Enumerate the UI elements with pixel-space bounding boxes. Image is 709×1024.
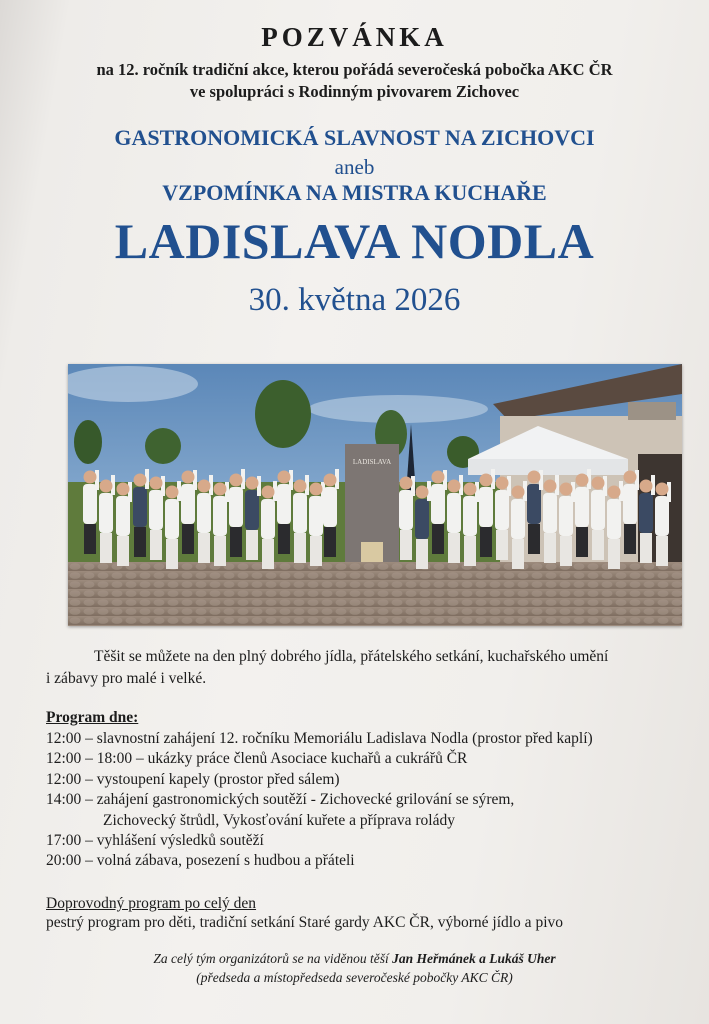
person-figure (246, 530, 258, 560)
person-figure (528, 471, 541, 484)
person-figure (495, 490, 509, 530)
intro-line2: i zábavy pro malé i velké. (46, 670, 207, 687)
person-figure (416, 486, 429, 499)
person-figure (623, 484, 637, 524)
person-figure (294, 480, 307, 493)
person-figure (230, 474, 243, 487)
person-figure (416, 539, 428, 569)
program-item: 12:00 – vystoupení kapely (prostor před sálem) (46, 770, 340, 788)
person-figure (640, 480, 653, 493)
person-figure (512, 539, 524, 569)
program-item: 12:00 – 18:00 – ukázky práce členů Asociace kuchařů a cukrářů ČR (46, 750, 468, 768)
person-figure (624, 524, 636, 554)
person-figure (624, 471, 637, 484)
person-figure (262, 539, 274, 569)
person-figure (134, 527, 146, 557)
person-figure (592, 477, 605, 490)
person-figure (278, 471, 291, 484)
person-figure (432, 524, 444, 554)
program-item: 17:00 – vyhlášení výsledků soutěží (46, 832, 264, 850)
person-figure (591, 490, 605, 530)
person-figure (544, 480, 557, 493)
person-figure (262, 486, 275, 499)
person-figure (656, 536, 668, 566)
person-figure (544, 533, 556, 563)
person-figure (165, 499, 179, 539)
person-figure (608, 486, 621, 499)
person-figure (324, 527, 336, 557)
person-figure (511, 499, 525, 539)
invitation-subtitle-line1: na 12. ročník tradiční akce, kterou pořádá severočeská pobočka AKC ČR (96, 60, 613, 79)
group-photo-illustration (68, 364, 682, 626)
person-figure (84, 471, 97, 484)
person-figure (480, 527, 492, 557)
person-figure (182, 471, 195, 484)
person-figure (310, 483, 323, 496)
person-figure (559, 496, 573, 536)
person-figure (133, 487, 147, 527)
signature-prefix: Za celý tým organizátorů se na viděnou těší (153, 951, 393, 966)
person-figure (117, 536, 129, 566)
signature-names: Jan Heřmánek a Lukáš Uher (392, 951, 556, 966)
person-figure (181, 484, 195, 524)
person-figure (84, 524, 96, 554)
event-title-line1: GASTRONOMICKÁ SLAVNOST NA ZICHOVCI (114, 125, 595, 150)
extra-program-heading: Doprovodný program po celý den (46, 895, 257, 912)
person-figure (150, 477, 163, 490)
person-figure (399, 490, 413, 530)
person-figure (213, 496, 227, 536)
person-figure (447, 493, 461, 533)
person-figure (639, 493, 653, 533)
person-figure (100, 480, 113, 493)
person-figure (277, 484, 291, 524)
person-figure (576, 527, 588, 557)
person-figure (431, 484, 445, 524)
person-figure (655, 496, 669, 536)
person-figure (166, 539, 178, 569)
person-figure (214, 536, 226, 566)
invitation-title: POZVÁNKA (261, 22, 448, 52)
person-figure (246, 477, 259, 490)
program-heading: Program dne: (46, 709, 139, 726)
person-figure (656, 483, 669, 496)
person-figure (294, 533, 306, 563)
person-figure (229, 487, 243, 527)
memorial-inscription: LADISLAVA (352, 458, 392, 466)
person-figure (560, 536, 572, 566)
person-figure (479, 487, 493, 527)
signature-roles: (předseda a místopředseda severočeské pobočky AKC ČR) (196, 970, 513, 985)
program-item-continuation: Zichovecký štrůdl, Vykosťování kuřete a příprava rolády (103, 811, 455, 829)
person-figure (415, 499, 429, 539)
person-figure (149, 490, 163, 530)
intro-text (46, 646, 676, 690)
person-figure (309, 496, 323, 536)
person-figure (496, 530, 508, 560)
person-figure (117, 483, 130, 496)
person-figure (182, 524, 194, 554)
program-list (46, 729, 686, 872)
person-figure (528, 524, 540, 554)
program-item: 20:00 – volná zábava, posezení s hudbou a přáteli (46, 852, 355, 870)
person-figure (261, 499, 275, 539)
person-figure (512, 486, 525, 499)
person-figure (576, 474, 589, 487)
person-figure (463, 496, 477, 536)
person-figure (198, 533, 210, 563)
person-figure (592, 530, 604, 560)
person-figure (230, 527, 242, 557)
person-figure (83, 484, 97, 524)
person-figure (323, 487, 337, 527)
person-figure (480, 474, 493, 487)
person-figure (310, 536, 322, 566)
program-item: 14:00 – zahájení gastronomických soutěží - Zichovecké grilování se sýrem, (46, 791, 515, 809)
person-figure (640, 533, 652, 563)
person-figure (293, 493, 307, 533)
person-figure (560, 483, 573, 496)
person-figure (575, 487, 589, 527)
person-figure (448, 480, 461, 493)
person-figure (464, 536, 476, 566)
person-figure (278, 524, 290, 554)
person-figure (400, 530, 412, 560)
extra-program-text: pestrý program pro děti, tradiční setkání Staré gardy AKC ČR, výborné jídlo a pivo (46, 914, 563, 931)
person-figure (214, 483, 227, 496)
person-figure (100, 533, 112, 563)
person-figure (116, 496, 130, 536)
event-date: 30. května 2026 (248, 282, 461, 318)
event-title-line2: VZPOMÍNKA NA MISTRA KUCHAŘE (162, 180, 547, 205)
person-figure (527, 484, 541, 524)
program-item: 12:00 – slavnostní zahájení 12. ročníku Memoriálu Ladislava Nodla (prostor před kaplí) (46, 730, 593, 747)
person-figure (432, 471, 445, 484)
person-figure (608, 539, 620, 569)
person-figure (543, 493, 557, 533)
person-figure (607, 499, 621, 539)
person-figure (99, 493, 113, 533)
person-figure (134, 474, 147, 487)
group-photo (68, 364, 682, 626)
invitation-subtitle-line2: ve spolupráci s Rodinným pivovarem Zichovec (189, 82, 520, 101)
person-figure (245, 490, 259, 530)
intro-line1: Těšit se můžete na den plný dobrého jídla, přátelského setkání, kuchařského umění (94, 648, 609, 665)
person-figure (448, 533, 460, 563)
event-connector: aneb (334, 155, 375, 179)
person-figure (198, 480, 211, 493)
person-figure (150, 530, 162, 560)
person-figure (496, 477, 509, 490)
person-figure (197, 493, 211, 533)
signature-line (0, 951, 709, 967)
person-figure (166, 486, 179, 499)
person-figure (324, 474, 337, 487)
person-figure (400, 477, 413, 490)
person-figure (464, 483, 477, 496)
honoree-name: LADISLAVA NODLA (114, 213, 595, 269)
